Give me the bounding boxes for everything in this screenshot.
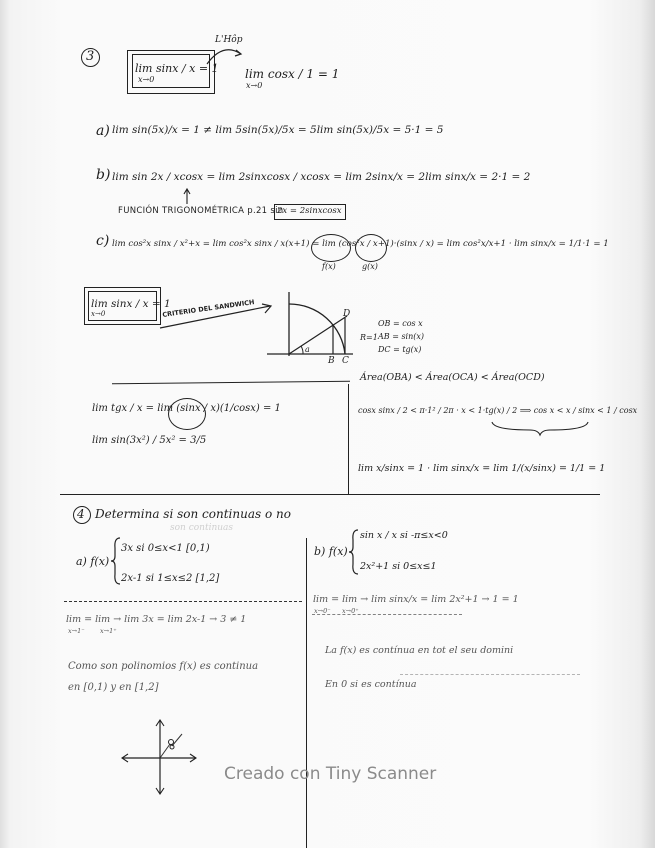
sin3x2-limit: lim sin(3x²) / 5x² = 3/5 — [92, 435, 207, 446]
section-4-faint-text: son continuas — [170, 523, 234, 533]
part-b-note: FUNCIÓN TRIGONOMÉTRICA p.21 sin — [118, 206, 284, 216]
part-b-label: b) — [96, 167, 111, 183]
part4a-limits: lim = lim → lim 3x = lim 2x-1 → 3 ≠ 1 — [66, 614, 247, 625]
part-c-circle-g — [355, 234, 387, 262]
part-c-label: c) — [96, 233, 110, 249]
part4b-case2: 2x²+1 si 0≤x≤1 — [360, 561, 437, 572]
vertical-separator-mid — [348, 384, 349, 494]
sandwich-boxed-text: lim sinx / x = 1 — [91, 298, 171, 310]
scanner-watermark: Creado con Tiny Scanner — [224, 764, 437, 784]
part-b-expression: lim sin 2x / xcosx = lim 2sinxcosx / xcosx = lim 2sinx/x = 2lim sinx/x = 2·1 = 2 — [112, 171, 531, 183]
section-4-number: 4 — [77, 507, 85, 521]
section-4-top-line — [60, 494, 600, 495]
part4a-sub-left: x→1⁻ — [68, 627, 85, 635]
sandwich-inequality: cosx sinx / 2 < π·1² / 2π · x < 1·tg(x) / 2 ⟹ cos x < x / sinx < 1 / cosx — [358, 406, 638, 415]
mid-separator-line — [112, 381, 350, 385]
def-r-equals-1: R=1 — [360, 333, 378, 342]
part-c-g-label: g(x) — [362, 262, 378, 271]
part4b-conclusion-1: La f(x) es contínua en tot el seu domini — [325, 645, 514, 656]
area-inequality: Área(OBA) < Área(OCA) < Área(OCD) — [360, 372, 545, 383]
part4b-faint-dash — [400, 674, 580, 675]
lim-cos-sub: x→0 — [246, 81, 263, 90]
tg-limit-circle — [168, 398, 206, 430]
lhopital-arrow — [205, 40, 245, 66]
part4b-limits: lim = lim → lim sinx/x = lim 2x²+1 → 1 = 1 — [313, 594, 519, 605]
part4a-conclusion-1: Como son polinomios f(x) es continua — [68, 661, 259, 672]
def-dc: DC = tg(x) — [378, 345, 422, 354]
part-a-label: a) — [96, 123, 110, 139]
part-a-expression: lim sin(5x)/x = 1 ≠ lim 5sin(5x)/5x = 5lim sin(5x)/5x = 5·1 = 5 — [112, 124, 444, 136]
part-c-circle-f — [311, 234, 351, 262]
part-b-identity: 2x = 2sinxcosx — [277, 206, 342, 216]
def-ob: OB = cos x — [378, 319, 423, 328]
sandwich-boxed-sub: x→0 — [91, 310, 106, 318]
def-ab: AB = sin(x) — [378, 332, 425, 341]
part4b-dashed-line — [312, 614, 462, 615]
part4a-case2: 2x-1 si 1≤x≤2 [1,2] — [121, 573, 220, 584]
part4a-sub-right: x→1⁺ — [100, 627, 117, 635]
part4a-conclusion-2: en [0,1) y en [1,2] — [68, 682, 159, 693]
sandwich-arrow-label: CRITERIO DEL SANDWICH — [161, 298, 255, 319]
diagram-label-B: B — [328, 356, 335, 366]
lim-cos-expression: lim cosx / 1 = 1 — [245, 67, 340, 81]
tg-limit: lim tgx / x = lim (sinx / x)(1/cosx) = 1 — [92, 403, 281, 414]
boxed-limit-text: lim sinx / x = 1 — [135, 62, 219, 75]
part4b-brace — [348, 528, 360, 576]
section-3-number: 3 — [86, 49, 95, 64]
part4a-label: a) f(x) — [76, 555, 110, 568]
diagram-label-a: a — [305, 345, 310, 354]
part-c-expression: lim cos²x sinx / x²+x = lim cos²x sinx / x(x+1) = lim (cos²x / x+1)·(sinx / x) = lim cos²x/x+1 · lim sinx/x = 1/1·1 = 1 — [112, 239, 609, 249]
boxed-limit-sub: x→0 — [138, 75, 155, 84]
diagram-label-D: D — [343, 309, 351, 319]
part-c-f-label: f(x) — [322, 262, 336, 271]
part4b-label: b) f(x) — [314, 545, 348, 558]
sandwich-final: lim x/sinx = 1 · lim sinx/x = lim 1/(x/sinx) = 1/1 = 1 — [358, 463, 606, 474]
lhopital-label: L'Hôp — [215, 35, 243, 45]
part4b-sub-left: x→0⁻ — [314, 607, 331, 615]
part4b-sub-right: x→0⁺ — [342, 607, 359, 615]
part4a-sketch-graph — [118, 718, 198, 798]
section-4-vertical-divider — [306, 538, 307, 848]
part4a-case1: 3x si 0≤x<1 [0,1) — [121, 543, 210, 554]
underbrace — [490, 420, 590, 436]
diagram-label-C: C — [342, 356, 349, 366]
part4b-conclusion-2: En 0 si es contínua — [325, 679, 417, 690]
part-b-pointer-arrow — [182, 188, 192, 206]
part4a-dashed-line — [64, 601, 302, 602]
part4b-case1: sin x / x si -π≤x<0 — [360, 530, 448, 541]
section-4-title: Determina si son continuas o no — [95, 507, 291, 521]
